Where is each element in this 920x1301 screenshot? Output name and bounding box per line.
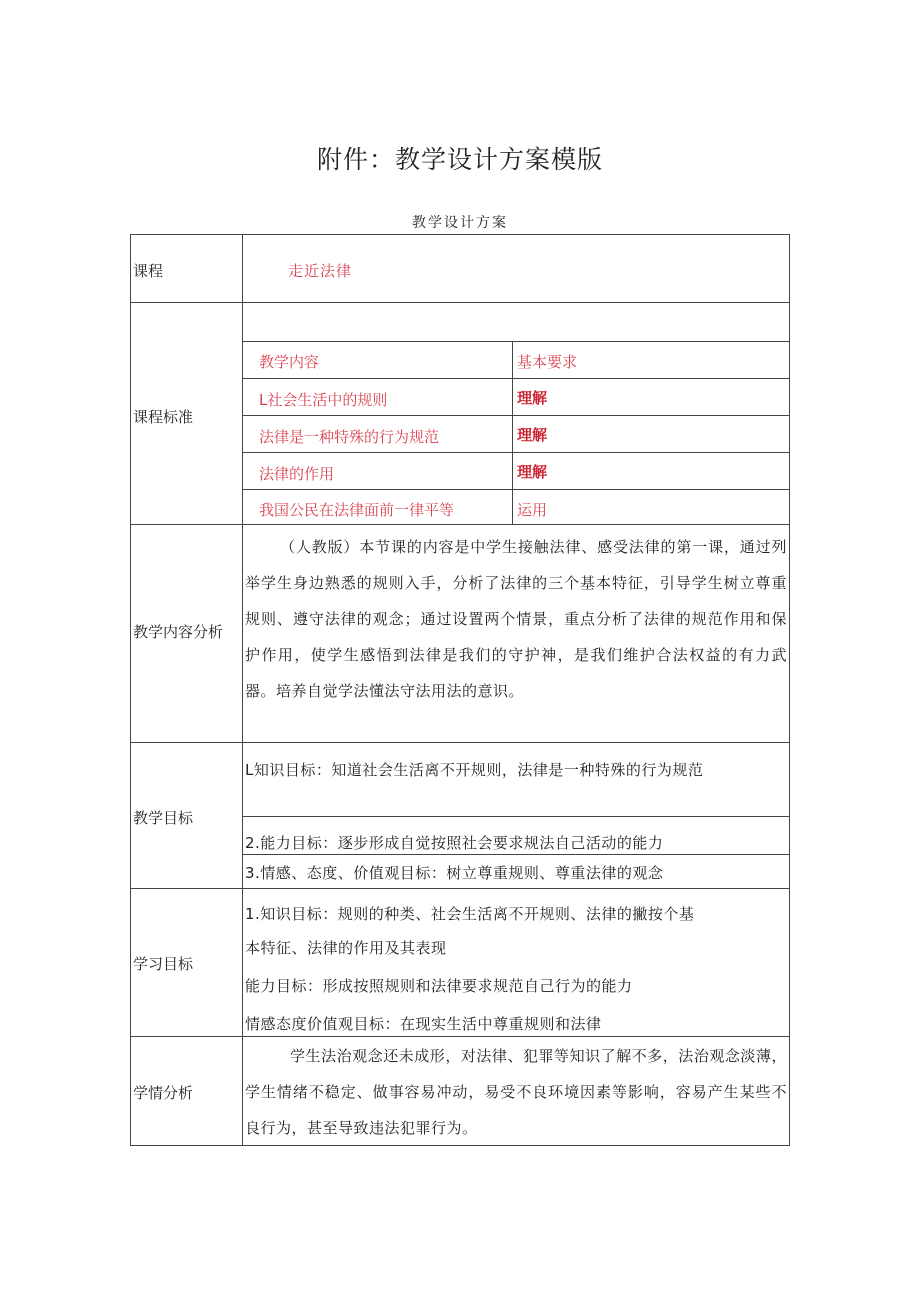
- standard-item: [243, 452, 789, 489]
- teaching-goal-item: 2.能力目标：逐步形成自觉按照社会要求规法自己活动的能力: [245, 834, 664, 852]
- teaching-goal-item: L知识目标：知道社会生活离不开规则，法律是一种特殊的行为规范: [245, 761, 704, 779]
- standard-item-requirement: 理解: [517, 463, 548, 481]
- content-analysis-row: [131, 525, 789, 743]
- learning-goal-line: 1.知识目标：规则的种类、社会生活离不开规则、法律的撇按个基: [245, 905, 695, 923]
- standard-item: [243, 415, 789, 452]
- student-analysis-row: [131, 1037, 789, 1145]
- teaching-goals-cell: [243, 743, 789, 889]
- standard-item: [243, 378, 789, 415]
- table-title: 教学设计方案: [412, 215, 508, 231]
- standard-label: 课程标准: [133, 408, 194, 426]
- student-analysis-text: 学生法治观念还未成形，对法律、犯罪等知识了解不多，法治观念淡薄，学生情绪不稳定、做事容易冲动，易受不良环境因素等影响，容易产生某些不良行为，甚至导致违法犯罪行为。: [245, 1047, 787, 1137]
- lesson-plan-table: [130, 234, 790, 1146]
- standard-header: [243, 341, 789, 378]
- teaching-goals-divider: [243, 816, 789, 817]
- teaching-goals-divider: [243, 854, 789, 855]
- standard-item-requirement: 理解: [517, 426, 548, 444]
- teaching-goal-item: 3.情感、态度、价值观目标：树立尊重规则、尊重法律的观念: [245, 864, 664, 882]
- standard-item-content: L社会生活中的规则: [259, 391, 388, 409]
- standard-item-requirement: 运用: [517, 501, 548, 519]
- learning-goal-line: 情感态度价值观目标：在现实生活中尊重规则和法律: [245, 1015, 602, 1033]
- learning-goal-line: 能力目标：形成按照规则和法律要求规范自己行为的能力: [245, 977, 633, 995]
- course-row: [131, 235, 789, 303]
- course-value: 走近法律: [288, 262, 353, 280]
- content-analysis-text: （人教版）本节课的内容是中学生接触法律、感受法律的第一课，通过列举学生身边熟悉的规则入手，分析了法律的三个基本特征，引导学生树立尊重规则、遵守法律的观念；通过设置两个情景，重点分析了法律的规范作用和保护作用，使学生感悟到法律是我们的守护神，是我们维护合法权益的有力武器。培养自觉学法懂法守法用法的意识。: [245, 538, 787, 700]
- standard-item-requirement: 理解: [517, 389, 548, 407]
- learning-goals-label: 学习目标: [133, 955, 194, 973]
- standard-header-content: 教学内容: [259, 353, 320, 371]
- learning-goals-row: [131, 889, 789, 1037]
- content-analysis-label: 教学内容分析: [133, 623, 224, 641]
- standard-item-content: 法律是一种特殊的行为规范: [259, 428, 440, 446]
- page-title: 附件：教学设计方案模版: [316, 145, 603, 174]
- student-analysis-label: 学情分析: [133, 1084, 194, 1102]
- standard-item-content: 法律的作用: [259, 465, 335, 483]
- standard-item: [243, 489, 789, 525]
- standard-header-requirement: 基本要求: [517, 353, 578, 371]
- standard-item-content: 我国公民在法律面前一律平等: [259, 501, 455, 519]
- teaching-goals-label: 教学目标: [133, 809, 194, 827]
- course-label: 课程: [133, 262, 164, 280]
- learning-goal-line: 本特征、法律的作用及其表现: [245, 939, 447, 957]
